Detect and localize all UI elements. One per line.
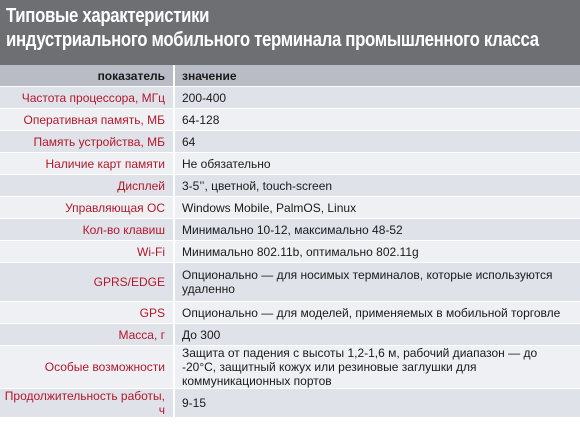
row-value: Минимально 802.11b, оптимально 802.11g: [174, 241, 580, 263]
specifications-table: [0, 65, 580, 418]
row-param: GPRS/EDGE: [0, 263, 174, 302]
row-param: Продолжительность работы, ч: [0, 389, 174, 418]
row-value: Не обязательно: [174, 153, 580, 175]
header-value: значение: [174, 65, 580, 87]
table-row: [0, 219, 580, 241]
title-line-1: Типовые характеристики: [6, 5, 210, 27]
table-row: [0, 175, 580, 197]
table-row: [0, 131, 580, 153]
row-param: Wi-Fi: [0, 241, 174, 263]
row-value: Опционально — для носимых терминалов, которые используются удаленно: [174, 263, 580, 302]
row-value: 3-5’’, цветной, touch-screen: [174, 175, 580, 197]
row-value: 9-15: [174, 389, 580, 418]
row-value: 64: [174, 131, 580, 153]
title-line-2: индустриального мобильного терминала промышленного класса: [6, 29, 539, 51]
table-row: [0, 87, 580, 109]
row-value: 200-400: [174, 87, 580, 109]
row-param: Память устройства, МБ: [0, 131, 174, 153]
table-row: [0, 241, 580, 263]
table-row: [0, 302, 580, 324]
row-param: Частота процессора, МГц: [0, 87, 174, 109]
row-value: Windows Mobile, PalmOS, Linux: [174, 197, 580, 219]
table-row: [0, 389, 580, 418]
row-value: Опционально — для моделей, применяемых в мобильной торговле: [174, 302, 580, 324]
row-param: Масса, г: [0, 324, 174, 346]
row-value: 64-128: [174, 109, 580, 131]
row-value: До 300: [174, 324, 580, 346]
table-row: [0, 263, 580, 302]
row-param: Наличие карт памяти: [0, 153, 174, 175]
row-value: Защита от падения с высоты 1,2-1,6 м, рабочий диапазон — до -20°С, защитный кожух или резиновые заглушки для коммуникационных портов: [174, 346, 580, 389]
table-row: [0, 346, 580, 389]
table-row: [0, 153, 580, 175]
header-param: показатель: [0, 65, 174, 87]
row-param: Кол-во клавиш: [0, 219, 174, 241]
row-param: Управляющая ОС: [0, 197, 174, 219]
table-row: [0, 109, 580, 131]
table-title: [0, 0, 580, 65]
table-row: [0, 324, 580, 346]
table-header-row: [0, 65, 580, 87]
table-row: [0, 197, 580, 219]
row-param: GPS: [0, 302, 174, 324]
row-value: Минимально 10-12, максимально 48-52: [174, 219, 580, 241]
row-param: Оперативная память, МБ: [0, 109, 174, 131]
row-param: Дисплей: [0, 175, 174, 197]
row-param: Особые возможности: [0, 346, 174, 389]
